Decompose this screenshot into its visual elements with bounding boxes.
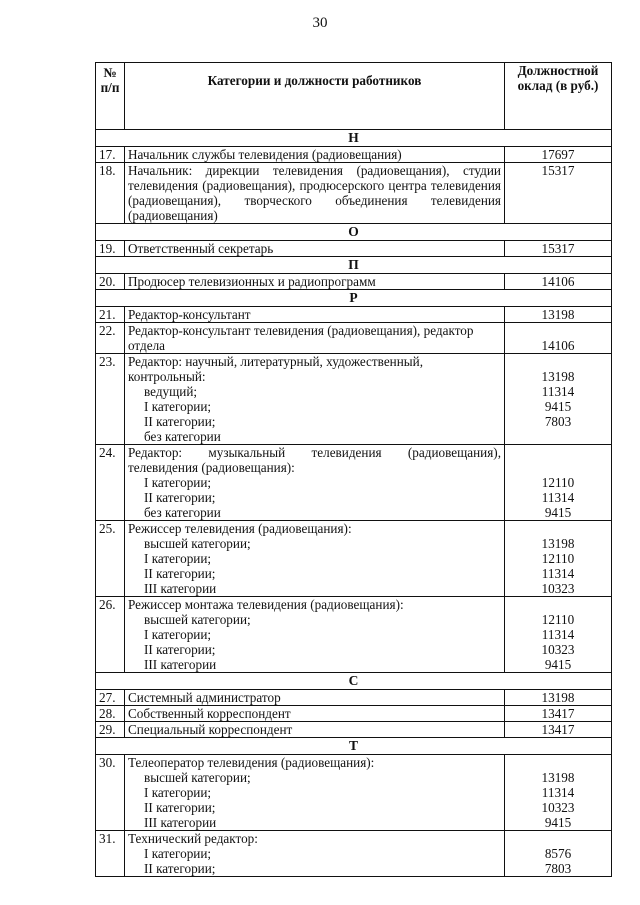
row-salary: 13198 xyxy=(505,307,612,323)
row-desc xyxy=(125,755,505,831)
row-num: 26. xyxy=(96,597,125,673)
row-num: 31. xyxy=(96,831,125,877)
table-row xyxy=(96,241,612,257)
row-num: 17. xyxy=(96,147,125,163)
row-title: Специальный корреспондент xyxy=(125,722,505,738)
table-row xyxy=(96,323,612,354)
row-desc xyxy=(125,597,505,673)
row-desc xyxy=(125,831,505,877)
row-salary: 10323 xyxy=(541,642,575,657)
row-title: Редактор: музыкальный телевидения (радиовещания), телевидения (радиовещания): xyxy=(128,445,501,475)
row-num: 28. xyxy=(96,706,125,722)
row-salary: 11314 xyxy=(541,785,575,800)
row-subitem: II категории; xyxy=(144,414,216,429)
row-salary: 12110 xyxy=(541,475,575,490)
row-subitem: II категории; xyxy=(144,566,216,581)
table-row xyxy=(96,690,612,706)
row-salaries xyxy=(505,521,612,597)
row-salary: 7803 xyxy=(544,861,572,876)
row-subitem: ведущий; xyxy=(144,384,198,399)
row-num: 30. xyxy=(96,755,125,831)
row-title: Продюсер телевизионных и радиопрограмм xyxy=(125,274,505,290)
row-subitem: без категории xyxy=(144,429,221,444)
row-subitem: I категории; xyxy=(144,846,212,861)
row-desc xyxy=(125,521,505,597)
section-letter-r: Р xyxy=(96,290,612,307)
row-salary: 17697 xyxy=(505,147,612,163)
row-salary: 11314 xyxy=(541,566,575,581)
row-title: Системный администратор xyxy=(125,690,505,706)
row-salary: 8576 xyxy=(544,846,572,861)
row-salary: 9415 xyxy=(544,657,572,672)
row-title: Режиссер монтажа телевидения (радиовещания): xyxy=(128,597,404,612)
row-salary: 10323 xyxy=(541,800,575,815)
row-subitem: II категории; xyxy=(144,490,216,505)
table-row xyxy=(96,445,612,521)
row-salary: 15317 xyxy=(505,163,612,224)
row-subitem: II категории; xyxy=(144,861,216,876)
row-salary: 7803 xyxy=(544,414,572,429)
row-salary: 9415 xyxy=(544,815,572,830)
row-salaries xyxy=(505,354,612,445)
row-salary: 12110 xyxy=(541,551,575,566)
table-row xyxy=(96,163,612,224)
row-salary: 11314 xyxy=(541,627,575,642)
table-row xyxy=(96,831,612,877)
row-num: 19. xyxy=(96,241,125,257)
table-row xyxy=(96,274,612,290)
row-subitem: высшей категории; xyxy=(144,536,251,551)
row-num: 29. xyxy=(96,722,125,738)
row-subitem: II категории; xyxy=(144,800,216,815)
row-title: Режиссер телевидения (радиовещания): xyxy=(128,521,352,536)
table-header xyxy=(96,63,612,130)
row-subitem: I категории; xyxy=(144,551,212,566)
row-salary: 13198 xyxy=(541,369,575,384)
row-subitem: высшей категории; xyxy=(144,612,251,627)
section-letter-t: Т xyxy=(96,738,612,755)
row-salary: 13417 xyxy=(505,706,612,722)
row-subitem: I категории; xyxy=(144,627,212,642)
table-row xyxy=(96,521,612,597)
header-num: № п/п xyxy=(96,63,125,130)
row-salary: 13417 xyxy=(505,722,612,738)
row-title: Ответственный секретарь xyxy=(125,241,505,257)
row-salary: 10323 xyxy=(541,581,575,596)
table-row xyxy=(96,597,612,673)
row-salary: 13198 xyxy=(541,770,575,785)
row-title: Начальник службы телевидения (радиовещания) xyxy=(125,147,505,163)
row-num: 24. xyxy=(96,445,125,521)
salary-table xyxy=(95,62,612,877)
table-row xyxy=(96,147,612,163)
section-letter-o: О xyxy=(96,224,612,241)
row-subitem: I категории; xyxy=(144,785,212,800)
row-subitem: высшей категории; xyxy=(144,770,251,785)
row-num: 20. xyxy=(96,274,125,290)
row-salary: 14106 xyxy=(505,274,612,290)
table-row xyxy=(96,722,612,738)
row-subitem: III категории xyxy=(144,815,217,830)
row-salary: 9415 xyxy=(544,399,572,414)
row-salaries xyxy=(505,445,612,521)
row-salaries xyxy=(505,831,612,877)
row-salary: 12110 xyxy=(541,612,575,627)
table-row xyxy=(96,354,612,445)
section-letter-n: Н xyxy=(96,130,612,147)
row-title: Редактор-консультант xyxy=(125,307,505,323)
section-letter-s: С xyxy=(96,673,612,690)
row-subitem: II категории; xyxy=(144,642,216,657)
row-num: 25. xyxy=(96,521,125,597)
row-title: Технический редактор: xyxy=(128,831,258,846)
table-row xyxy=(96,307,612,323)
row-title: Телеоператор телевидения (радиовещания): xyxy=(128,755,375,770)
row-salaries xyxy=(505,597,612,673)
row-num: 18. xyxy=(96,163,125,224)
row-salary: 15317 xyxy=(505,241,612,257)
row-salaries xyxy=(505,755,612,831)
header-category: Категории и должности работников xyxy=(125,63,505,130)
row-num: 23. xyxy=(96,354,125,445)
row-subitem: III категории xyxy=(144,657,217,672)
row-title: Начальник: дирекции телевидения (радиовещания), студии телевидения (радиовещания), продюсерского центра телевидения (радиовещания), творческого объединения телевидения (радиовещания) xyxy=(125,163,505,224)
row-num: 22. xyxy=(96,323,125,354)
row-salary: 13198 xyxy=(541,536,575,551)
row-desc xyxy=(125,445,505,521)
row-subitem: I категории; xyxy=(144,475,212,490)
row-title: Редактор-консультант телевидения (радиовещания), редактор отдела xyxy=(125,323,505,354)
header-salary: Должностной оклад (в руб.) xyxy=(505,63,612,130)
row-salary: 13198 xyxy=(505,690,612,706)
row-salary: 9415 xyxy=(544,505,572,520)
row-salary: 11314 xyxy=(541,490,575,505)
section-letter-p: П xyxy=(96,257,612,274)
row-subitem: без категории xyxy=(144,505,221,520)
table-row xyxy=(96,755,612,831)
table-row xyxy=(96,706,612,722)
row-title: Редактор: научный, литературный, художественный, контрольный: xyxy=(128,354,424,384)
row-salary: 11314 xyxy=(541,384,575,399)
row-num: 27. xyxy=(96,690,125,706)
row-num: 21. xyxy=(96,307,125,323)
row-desc xyxy=(125,354,505,445)
page-number: 30 xyxy=(312,15,328,31)
row-salary: 14106 xyxy=(505,323,612,354)
row-subitem: I категории; xyxy=(144,399,212,414)
row-subitem: III категории xyxy=(144,581,217,596)
row-title: Собственный корреспондент xyxy=(125,706,505,722)
